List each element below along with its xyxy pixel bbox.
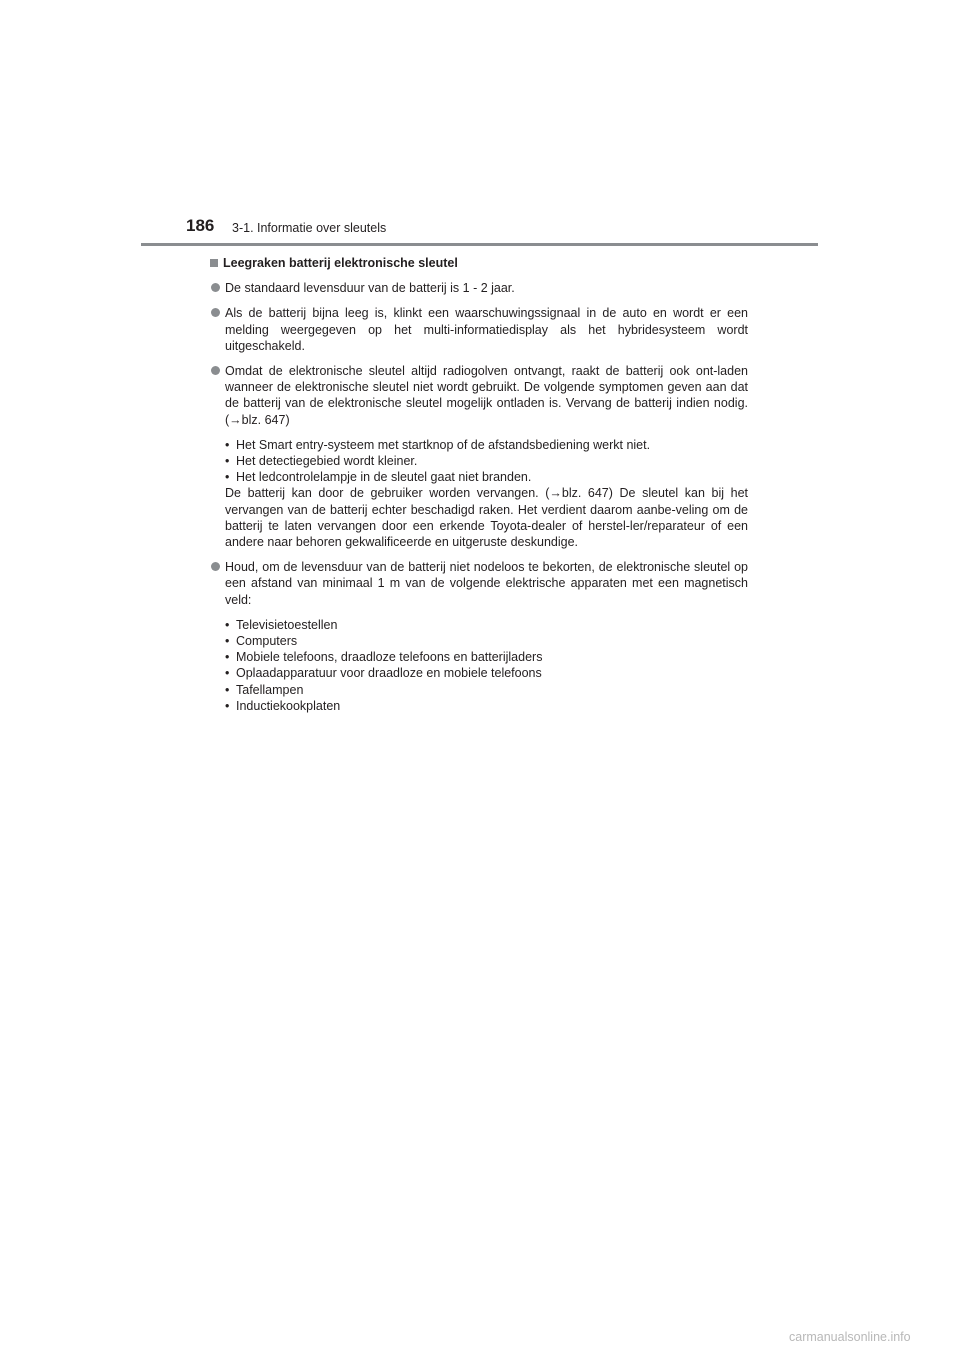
list-item: • Tafellampen — [225, 682, 748, 698]
circle-bullet-icon — [211, 283, 220, 292]
circle-bullet-icon — [211, 308, 220, 317]
list-item: • Oplaadapparatuur voor draadloze en mobiele telefoons — [225, 665, 748, 681]
circle-bullet-icon — [211, 562, 220, 571]
list-item: • Televisietoestellen — [225, 617, 748, 633]
bullet-text: Omdat de elektronische sleutel altijd radiogolven ontvangt, raakt de batterij ook ont-laden wanneer de elektronische sleutel niet wordt gebruikt. De volgende symptomen geven aan dat de batterij van de elektronische sleutel mogelijk ontladen is. Vervang de batterij indien nodig. (→blz. 647) — [225, 364, 748, 427]
list-item: • Het ledcontrolelampje in de sleutel gaat niet branden. — [225, 469, 748, 485]
list-item: • Het Smart entry-systeem met startknop of de afstandsbediening werkt niet. — [225, 437, 748, 453]
subheading — [210, 255, 748, 271]
subheading-text: Leegraken batterij elektronische sleutel — [223, 256, 458, 270]
replacement-note: De batterij kan door de gebruiker worden vervangen. (→blz. 647) De sleutel kan bij het vervangen van de batterij echter beschadigd raken. Het verdient daarom aanbe-veling om de batterij te laten vervangen door een erkende Toyota-dealer of herstel-ler/reparateur of een andere naar behoren gekwalificeerde en uitgeruste deskundige. — [225, 486, 748, 550]
list-item: • Inductiekookplaten — [225, 698, 748, 714]
bullet-item — [210, 363, 748, 428]
device-list — [225, 617, 748, 714]
watermark: carmanualsonline.info — [789, 1330, 911, 1344]
bullet-item — [210, 559, 748, 608]
list-item: • Het detectiegebied wordt kleiner. — [225, 453, 748, 469]
bullet-text: Als de batterij bijna leeg is, klinkt een waarschuwingssignaal in de auto en wordt er een melding weergegeven op het multi-informatiedisplay als het hybridesysteem wordt uitgeschakeld. — [225, 306, 748, 353]
circle-bullet-icon — [211, 366, 220, 375]
section-title: 3-1. Informatie over sleutels — [232, 221, 387, 235]
list-item: • Computers — [225, 633, 748, 649]
page-content — [210, 255, 748, 723]
symptom-list — [225, 437, 748, 486]
square-bullet-icon — [210, 259, 218, 267]
header-divider — [141, 243, 818, 246]
bullet-text: De standaard levensduur van de batterij is 1 - 2 jaar. — [225, 281, 515, 296]
bullet-item — [210, 305, 748, 354]
bullet-text: Houd, om de levensduur van de batterij niet nodeloos te bekorten, de elektronische sleutel op een afstand van minimaal 1 m van de volgende elektrische apparaten met een magnetisch veld: — [225, 560, 748, 607]
list-item: • Mobiele telefoons, draadloze telefoons en batterijladers — [225, 649, 748, 665]
page-number: 186 — [186, 216, 215, 235]
bullet-item — [210, 280, 748, 296]
